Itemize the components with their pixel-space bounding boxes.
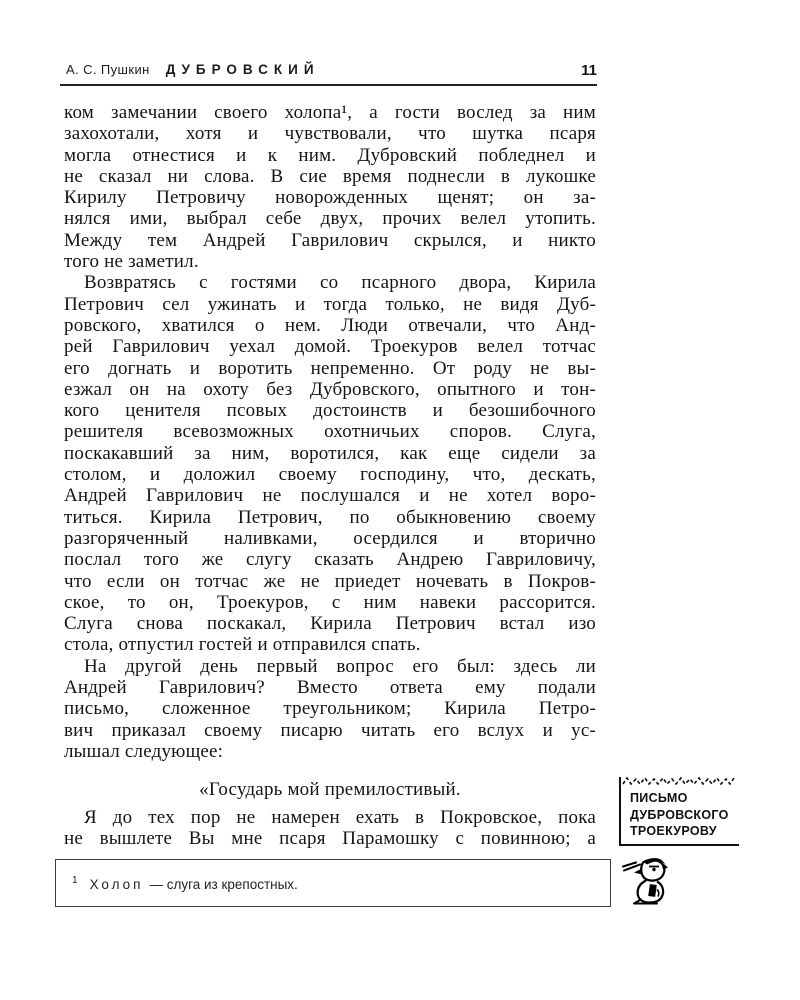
paragraph-letter	[64, 807, 596, 850]
book-title: ДУБРОВСКИЙ	[165, 62, 320, 77]
margin-note-line: ПИСЬМО	[630, 791, 688, 805]
text-line: захохотали, хотя и чувствовали, что шутка псаря	[64, 123, 596, 145]
text-line: письмо, сложенное треугольником; Кирила Петро-	[64, 698, 596, 720]
text-line: поскакавший за ним, воротился, как еще сидели за	[64, 442, 596, 464]
text-line: его догнать и воротить непременно. От роду не вы-	[64, 357, 596, 379]
text-line: Андрей Гаврилович? Вместо ответа ему подали	[64, 677, 596, 699]
text-line: не вышлете Вы мне псаря Парамошку с повинною; а	[64, 827, 596, 849]
footnote-box	[55, 859, 611, 907]
margin-note-line: ДУБРОВСКОГО	[630, 807, 729, 822]
text-line: стола, отпустил гостей и отправился спать.	[64, 634, 421, 656]
text-line: разгоряченный наливками, осердился и вторично	[64, 527, 596, 549]
footnote-term: Холоп	[89, 877, 144, 892]
text-line: «Государь мой премилостивый.	[199, 779, 461, 801]
running-head	[66, 62, 597, 82]
paragraph-body	[64, 656, 596, 762]
text-line: рей Гаврилович уехал домой. Троекуров велел тотчас	[64, 336, 596, 358]
text-line: Кирилу Петровичу новорожденных щенят; он за-	[64, 187, 596, 209]
text-line: Между тем Андрей Гаврилович скрылся, и никто	[64, 229, 596, 251]
paragraph-salutation	[64, 779, 596, 800]
text-line: ское, то он, Троекуров, с ним навеки рассорится.	[64, 591, 596, 613]
text-line: столом, и доложил своему господину, что, дескать,	[64, 464, 596, 486]
paragraph-body	[64, 102, 596, 272]
text-column	[64, 102, 596, 849]
header-rule	[60, 84, 597, 86]
text-line: не сказал ни слова. В сие время поднесли в лукошке	[64, 165, 596, 187]
author-name: А. С. Пушкин	[66, 62, 150, 77]
text-line: На другой день первый вопрос его был: здесь ли	[84, 655, 596, 677]
margin-note-letter-label	[619, 777, 739, 846]
text-line: что если он тотчас же не приедет ночевать в Покров-	[64, 570, 596, 592]
margin-note-line: ТРОЕКУРОВУ	[630, 824, 717, 838]
text-line: нялся ими, выбрал себе двух, прочих велел утопить.	[64, 208, 596, 230]
text-line: послал того же слугу сказать Андрею Гавриловичу,	[64, 549, 596, 571]
text-line: кого ценителя псовых достоинств и безошибочного	[64, 400, 596, 422]
text-line: лышал следующее:	[64, 740, 224, 762]
text-line: Возвратясь с гостями со псарного двора, Кирила	[84, 272, 596, 294]
paragraph-body	[64, 272, 596, 655]
footnote-marker: 1	[72, 875, 78, 886]
ink-figure-illustration	[621, 855, 683, 908]
text-line: могла отнестися и к ним. Дубровский побледнел и	[64, 144, 596, 166]
text-line: ком замечании своего холопа¹, а гости вослед за ним	[64, 102, 596, 123]
footnote-definition: — слуга из крепостных.	[149, 877, 298, 892]
text-line: ровского, хватился о нем. Люди отвечали, что Анд-	[64, 314, 596, 336]
text-line: езжал он на охоту без Дубровского, опытного и тон-	[64, 378, 596, 400]
text-line: Слуга снова поскакал, Кирила Петрович встал изо	[64, 613, 596, 635]
text-line: Я до тех пор не намерен ехать в Покровское, пока	[84, 806, 596, 828]
text-line: решителя всевозможных охотничьих споров. Слуга,	[64, 421, 596, 443]
text-line: титься. Кирила Петрович, по обыкновению своему	[64, 506, 596, 528]
text-line: вич приказал своему писарю читать его вслух и ус-	[64, 719, 596, 741]
text-line: Андрей Гаврилович не послушался и не хотел воро-	[64, 485, 596, 507]
text-line: того не заметил.	[64, 251, 199, 273]
page-number: 11	[581, 62, 597, 79]
text-line: Петрович сел ужинать и тогда только, не видя Дуб-	[64, 293, 596, 315]
